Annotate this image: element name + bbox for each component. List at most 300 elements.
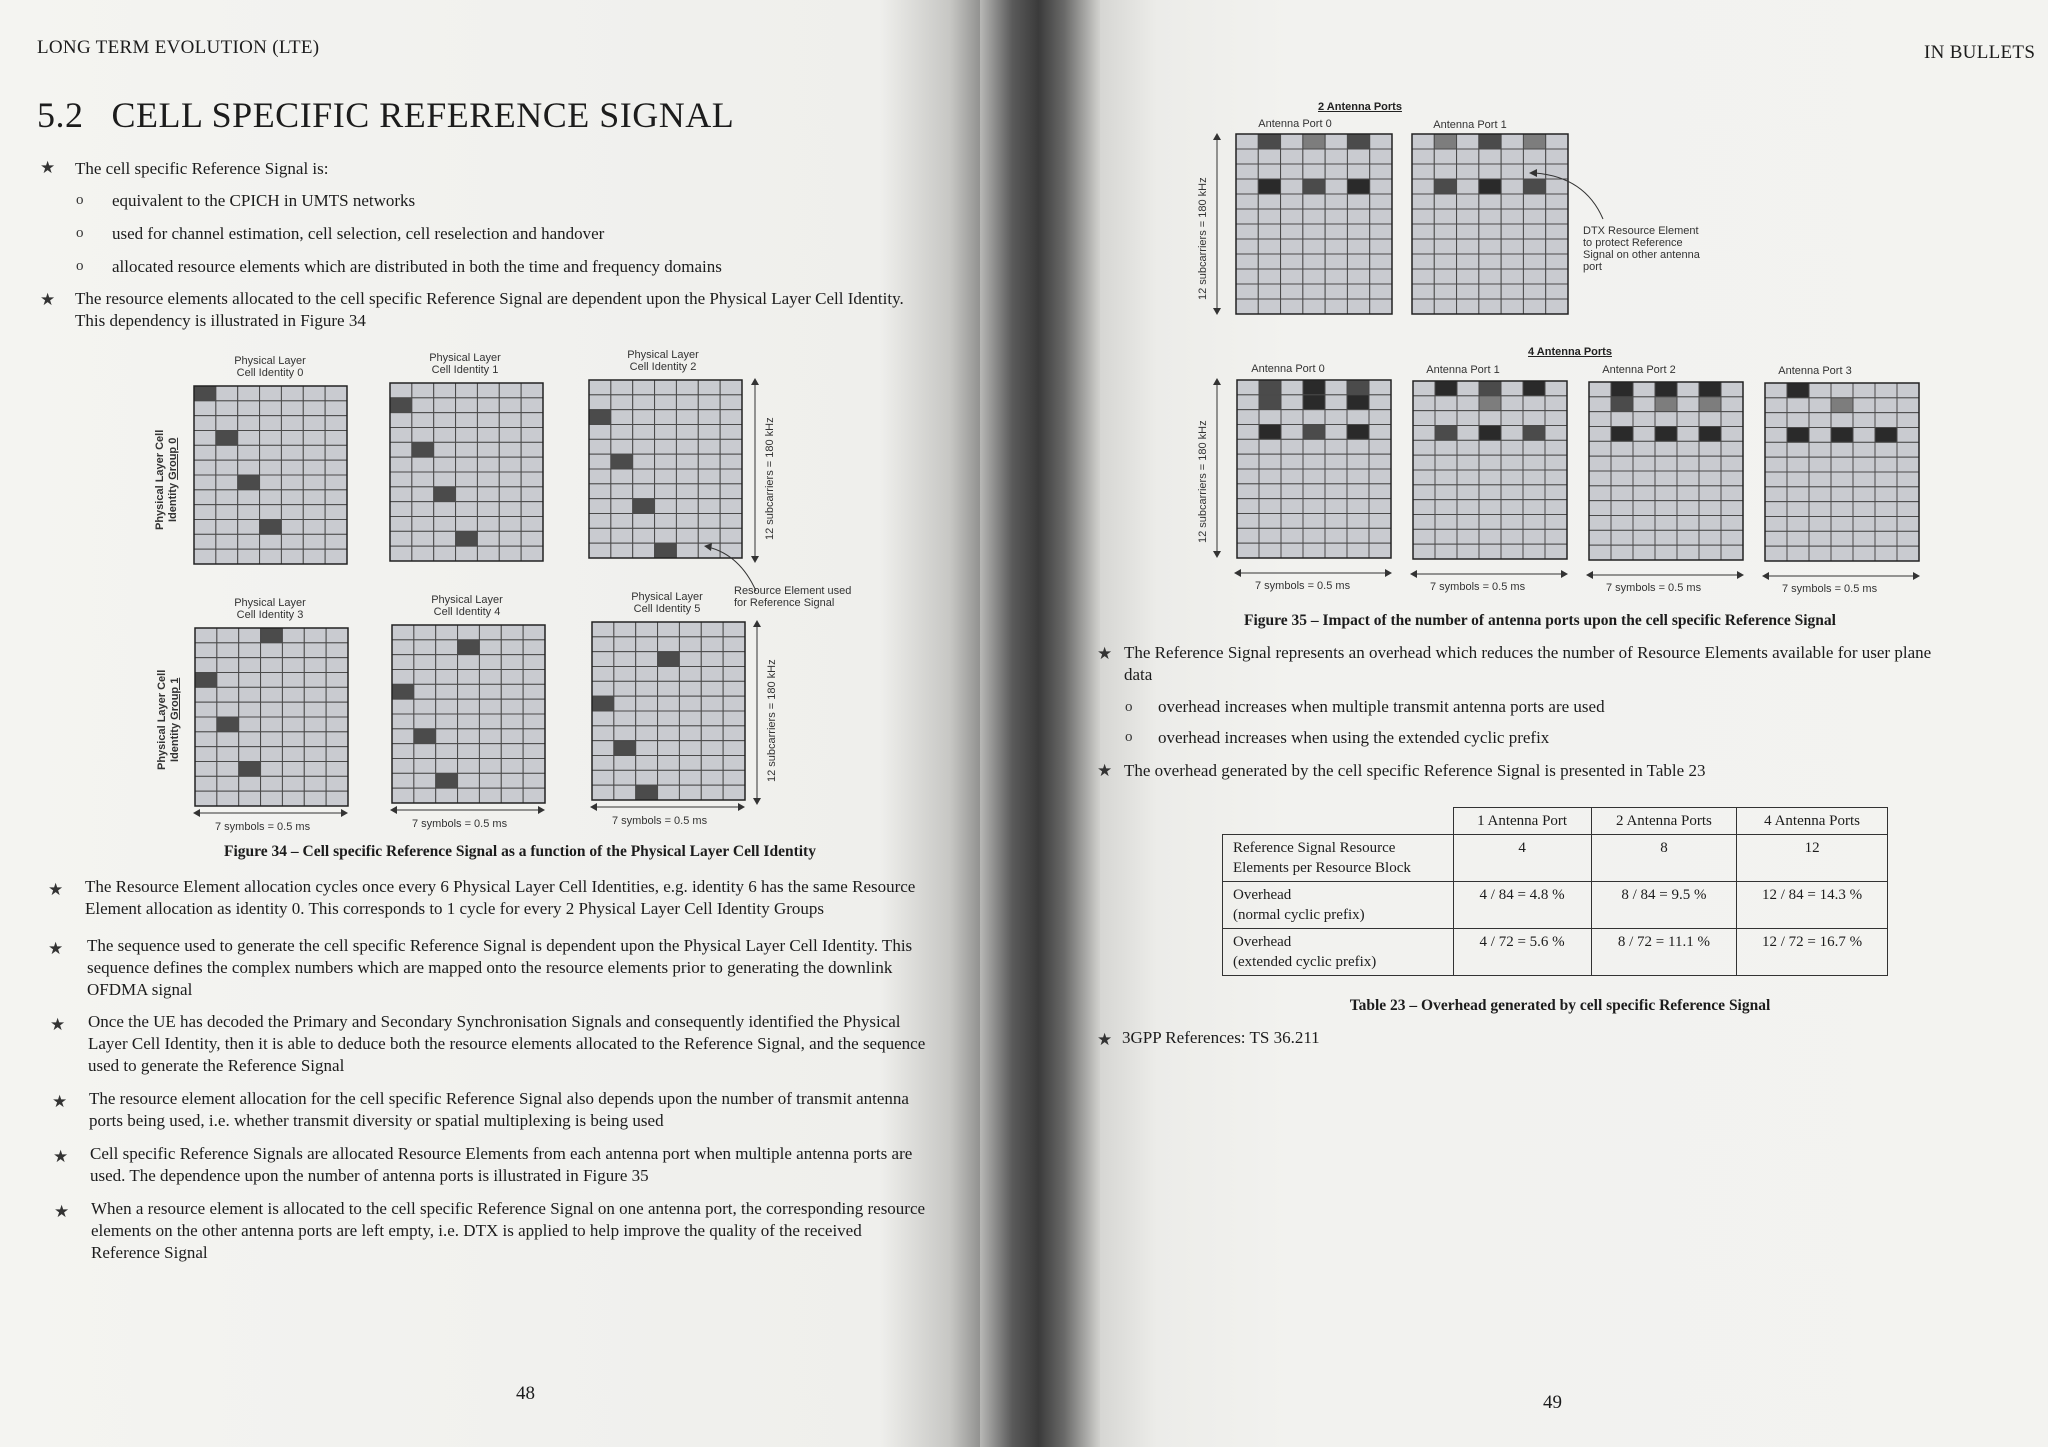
- resource-element: [1611, 412, 1633, 427]
- bullet-paragraph: The resource element allocation for the cell specific Reference Signal also depends upon the number of transmit antenna ports being used, i.e. whether transmit diversity or spatial multiplexing is being used: [89, 1089, 909, 1130]
- resource-element: [1589, 486, 1611, 501]
- resource-element: [1258, 299, 1280, 314]
- table-cell: 8 / 72 = 11.1 %: [1591, 929, 1736, 976]
- resource-element: [458, 655, 480, 670]
- resource-element: [1237, 499, 1259, 514]
- resource-element: [499, 398, 521, 413]
- resource-element: [326, 673, 348, 688]
- resource-element: [1347, 194, 1369, 209]
- figure-35-caption: Figure 35 – Impact of the number of antenna ports upon the cell specific Reference Signal: [1244, 612, 1836, 629]
- resource-element: [1412, 149, 1434, 164]
- resource-element: [239, 732, 261, 747]
- resource-element: [282, 791, 304, 806]
- resource-element: [1655, 516, 1677, 531]
- symbol-label: 7 symbols = 0.5 ms: [215, 821, 311, 833]
- resource-element: [1545, 500, 1567, 515]
- resource-element: [1765, 531, 1787, 546]
- resource-element: [679, 681, 701, 696]
- resource-element: [261, 732, 283, 747]
- dtx-element: [1347, 179, 1369, 194]
- resource-element: [195, 643, 217, 658]
- resource-element: [499, 487, 521, 502]
- resource-element: [698, 410, 720, 425]
- resource-element: [303, 549, 325, 564]
- resource-element: [434, 457, 456, 472]
- resource-element: [1699, 456, 1721, 471]
- resource-element: [390, 502, 412, 517]
- sub-bullet-circle-icon: o: [1125, 729, 1133, 745]
- resource-element: [1787, 502, 1809, 517]
- resource-element: [1765, 517, 1787, 532]
- resource-element: [523, 640, 545, 655]
- symbol-label: 7 symbols = 0.5 ms: [1255, 580, 1351, 592]
- resource-element: [720, 514, 742, 529]
- resource-element: [1303, 209, 1325, 224]
- resource-element: [723, 741, 745, 756]
- symbol-label: 7 symbols = 0.5 ms: [1782, 583, 1878, 595]
- resource-element: [1523, 411, 1545, 426]
- resource-element: [1369, 439, 1391, 454]
- resource-element: [1479, 485, 1501, 500]
- resource-element: [523, 714, 545, 729]
- sub-bullet-circle-icon: o: [76, 192, 84, 208]
- resource-element: [611, 395, 633, 410]
- resource-element: [217, 643, 239, 658]
- resource-element: [1281, 149, 1303, 164]
- resource-element: [456, 442, 478, 457]
- resource-element: [1237, 380, 1259, 395]
- resource-element: [1325, 484, 1347, 499]
- resource-element: [1325, 149, 1347, 164]
- resource-element: [239, 643, 261, 658]
- resource-element: [1236, 224, 1258, 239]
- resource-element: [1412, 299, 1434, 314]
- resource-element: [1303, 194, 1325, 209]
- resource-element: [1787, 487, 1809, 502]
- resource-element: [1545, 440, 1567, 455]
- resource-element: [260, 505, 282, 520]
- references: 3GPP References: TS 36.211: [1122, 1028, 1320, 1047]
- group-label-0: Physical Layer Cell Identity Group 0: [154, 429, 179, 530]
- resource-element: [477, 442, 499, 457]
- resource-element: [1457, 284, 1479, 299]
- resource-element: [1412, 224, 1434, 239]
- resource-element: [1611, 545, 1633, 560]
- resource-element: [701, 770, 723, 785]
- resource-element: [281, 520, 303, 535]
- dtx-element: [1699, 427, 1721, 442]
- resource-element: [1897, 442, 1919, 457]
- resource-element: [1721, 545, 1743, 560]
- resource-element: [1369, 454, 1391, 469]
- symbol-arrow: [1410, 569, 1568, 579]
- resource-element: [392, 759, 414, 774]
- resource-element: [304, 687, 326, 702]
- resource-element: [1545, 381, 1567, 396]
- bullet-paragraph: The sequence used to generate the cell specific Reference Signal is dependent upon the Physical Layer Cell Identity. This sequence defines the complex numbers which are mapped onto the resource elements prior to generating the downlink OFDMA signal: [87, 936, 913, 999]
- resource-element: [1259, 528, 1281, 543]
- resource-element: [1523, 455, 1545, 470]
- resource-element: [325, 549, 347, 564]
- resource-element: [1258, 269, 1280, 284]
- resource-element: [303, 505, 325, 520]
- resource-element: [1303, 543, 1325, 558]
- resource-element: [720, 499, 742, 514]
- resource-element: [720, 484, 742, 499]
- resource-element: [390, 442, 412, 457]
- resource-element: [1369, 425, 1391, 440]
- resource-element: [676, 528, 698, 543]
- resource-element: [1501, 455, 1523, 470]
- resource-element: [325, 445, 347, 460]
- resource-element: [1479, 164, 1501, 179]
- resource-element: [1721, 382, 1743, 397]
- resource-element: [1501, 485, 1523, 500]
- resource-element: [303, 520, 325, 535]
- resource-element: [636, 667, 658, 682]
- resource-element: [521, 383, 543, 398]
- resource-element: [521, 502, 543, 517]
- resource-element: [723, 726, 745, 741]
- resource-element: [217, 673, 239, 688]
- resource-element: [1303, 499, 1325, 514]
- resource-element: [658, 696, 680, 711]
- resource-element: [436, 640, 458, 655]
- resource-element: [1435, 529, 1457, 544]
- resource-element: [1699, 545, 1721, 560]
- resource-element: [1765, 428, 1787, 443]
- reference-signal-element: [261, 628, 283, 643]
- resource-element: [1237, 543, 1259, 558]
- resource-element: [1501, 440, 1523, 455]
- symbol-arrow: [1762, 571, 1920, 581]
- resource-element: [1523, 269, 1545, 284]
- resource-element: [1897, 517, 1919, 532]
- resource-element: [217, 732, 239, 747]
- resource-element: [1897, 398, 1919, 413]
- port-label: Antenna Port 1: [1433, 119, 1507, 131]
- resource-element: [194, 460, 216, 475]
- resource-element: [655, 439, 677, 454]
- resource-element: [216, 520, 238, 535]
- dtx-element: [1303, 395, 1325, 410]
- bullet-paragraph: Once the UE has decoded the Primary and Secondary Synchronisation Signals and consequently identified the Physical Layer Cell Identity, then it is able to deduce both the resource elements allocated to the Reference Signal, and the sequence used to generate the Reference Signal: [88, 1012, 926, 1075]
- resource-element: [1589, 397, 1611, 412]
- resource-element: [1611, 471, 1633, 486]
- resource-element: [1677, 501, 1699, 516]
- resource-element: [216, 445, 238, 460]
- reference-signal-element: [434, 487, 456, 502]
- resource-element: [499, 531, 521, 546]
- resource-element: [1457, 134, 1479, 149]
- reference-signal-element: [1303, 425, 1325, 440]
- resource-element: [1457, 164, 1479, 179]
- resource-element: [1413, 500, 1435, 515]
- resource-element: [195, 628, 217, 643]
- reference-signal-element: [1479, 381, 1501, 396]
- resource-element: [1259, 439, 1281, 454]
- resource-element: [1809, 531, 1831, 546]
- reference-signal-element: [655, 543, 677, 558]
- resource-element: [1699, 412, 1721, 427]
- resource-element: [501, 670, 523, 685]
- subcarrier-label: 12 subcarriers = 180 kHz: [1197, 177, 1209, 300]
- resource-element: [1765, 502, 1787, 517]
- resource-element: [194, 431, 216, 446]
- resource-element: [458, 670, 480, 685]
- resource-element: [436, 714, 458, 729]
- resource-element: [304, 762, 326, 777]
- resource-element: [1370, 194, 1392, 209]
- resource-element: [1501, 544, 1523, 559]
- resource-element: [1303, 439, 1325, 454]
- resource-element: [701, 667, 723, 682]
- dtx-element: [1699, 382, 1721, 397]
- resource-element: [1589, 412, 1611, 427]
- subcarrier-label: 12 subcarriers = 180 kHz: [1197, 420, 1209, 543]
- table-cell: 12 / 72 = 16.7 %: [1737, 929, 1888, 976]
- subcarrier-arrow: [750, 620, 764, 805]
- resource-element: [1236, 254, 1258, 269]
- resource-element: [260, 534, 282, 549]
- resource-element: [658, 770, 680, 785]
- resource-element: [194, 490, 216, 505]
- resource-element: [723, 681, 745, 696]
- resource-element: [456, 413, 478, 428]
- resource-element: [1546, 224, 1568, 239]
- resource-element: [1546, 269, 1568, 284]
- resource-element: [1501, 411, 1523, 426]
- resource-element: [1853, 442, 1875, 457]
- resource-element: [1677, 471, 1699, 486]
- resource-element: [1853, 546, 1875, 561]
- resource-element: [1434, 209, 1456, 224]
- resource-element: [1303, 269, 1325, 284]
- resource-element: [281, 460, 303, 475]
- resource-element: [1831, 531, 1853, 546]
- resource-element: [436, 788, 458, 803]
- resource-element: [636, 770, 658, 785]
- resource-element: [434, 546, 456, 561]
- grid-title: Physical Layer Cell Identity 4: [431, 594, 503, 618]
- resource-element: [1258, 149, 1280, 164]
- resource-element: [1501, 149, 1523, 164]
- resource-element: [238, 505, 260, 520]
- resource-element: [1479, 284, 1501, 299]
- resource-element: [1853, 428, 1875, 443]
- resource-element: [1633, 412, 1655, 427]
- resource-element: [501, 684, 523, 699]
- resource-element: [1897, 531, 1919, 546]
- resource-element: [1589, 441, 1611, 456]
- resource-element: [1325, 179, 1347, 194]
- resource-element: [326, 776, 348, 791]
- resource-element: [239, 687, 261, 702]
- resource-element: [414, 788, 436, 803]
- resource-element: [238, 416, 260, 431]
- resource-element: [1765, 383, 1787, 398]
- resource-element: [1434, 224, 1456, 239]
- resource-element: [1677, 412, 1699, 427]
- resource-element: [1875, 457, 1897, 472]
- resource-element: [239, 702, 261, 717]
- resource-element: [304, 791, 326, 806]
- resource-element: [1721, 441, 1743, 456]
- resource-element: [390, 472, 412, 487]
- resource-element: [1325, 284, 1347, 299]
- resource-element: [1546, 134, 1568, 149]
- resource-element: [1347, 499, 1369, 514]
- resource-element: [701, 652, 723, 667]
- resource-element: [523, 699, 545, 714]
- resource-element: [633, 395, 655, 410]
- resource-element: [1303, 149, 1325, 164]
- resource-element: [614, 726, 636, 741]
- resource-element: [1237, 484, 1259, 499]
- resource-element: [611, 469, 633, 484]
- resource-element: [412, 546, 434, 561]
- resource-element: [614, 696, 636, 711]
- resource-element: [1633, 516, 1655, 531]
- reference-signal-element: [1434, 179, 1456, 194]
- resource-element: [390, 531, 412, 546]
- resource-element: [1853, 383, 1875, 398]
- resource-element: [458, 788, 480, 803]
- reference-signal-element: [1259, 380, 1281, 395]
- resource-element: [1633, 456, 1655, 471]
- resource-element: [479, 729, 501, 744]
- resource-element: [195, 717, 217, 732]
- resource-element: [501, 714, 523, 729]
- resource-element: [414, 714, 436, 729]
- resource-element: [325, 505, 347, 520]
- sub-bullet: equivalent to the CPICH in UMTS networks: [112, 191, 416, 210]
- resource-element: [261, 702, 283, 717]
- resource-element: [304, 747, 326, 762]
- resource-element: [1479, 254, 1501, 269]
- resource-element: [326, 762, 348, 777]
- resource-element: [1655, 441, 1677, 456]
- resource-element: [1347, 164, 1369, 179]
- resource-element: [1479, 515, 1501, 530]
- resource-element: [1347, 514, 1369, 529]
- reference-signal-element: [392, 684, 414, 699]
- resource-element: [436, 699, 458, 714]
- reference-signal-element: [589, 410, 611, 425]
- bullet-star-icon: ★: [52, 1092, 68, 1111]
- resource-element: [614, 681, 636, 696]
- resource-element: [679, 711, 701, 726]
- table-row: [1223, 835, 1888, 882]
- symbol-label: 7 symbols = 0.5 ms: [612, 815, 708, 827]
- dtx-element: [1875, 428, 1897, 443]
- resource-element: [1479, 544, 1501, 559]
- resource-element: [1765, 546, 1787, 561]
- resource-element: [1259, 543, 1281, 558]
- resource-element: [1655, 471, 1677, 486]
- sub-bullet-circle-icon: o: [76, 225, 84, 241]
- resource-element: [1325, 380, 1347, 395]
- resource-element: [217, 762, 239, 777]
- resource-element: [1281, 514, 1303, 529]
- reference-signal-element: [390, 398, 412, 413]
- resource-element: [658, 741, 680, 756]
- reference-signal-element: [216, 431, 238, 446]
- resource-element: [479, 640, 501, 655]
- resource-element: [412, 428, 434, 443]
- resource-element: [239, 628, 261, 643]
- resource-element: [1457, 149, 1479, 164]
- resource-element: [1501, 194, 1523, 209]
- reference-signal-element: [456, 531, 478, 546]
- reference-signal-element: [1655, 397, 1677, 412]
- resource-element: [1457, 426, 1479, 441]
- resource-element: [436, 670, 458, 685]
- symbol-arrow: [590, 802, 745, 812]
- resource-element: [1589, 427, 1611, 442]
- resource-element: [676, 410, 698, 425]
- resource-element: [260, 445, 282, 460]
- resource-element: [679, 726, 701, 741]
- resource-element: [1677, 530, 1699, 545]
- resource-element: [1787, 531, 1809, 546]
- resource-element: [636, 726, 658, 741]
- resource-element: [633, 410, 655, 425]
- resource-element: [1370, 239, 1392, 254]
- resource-element: [217, 628, 239, 643]
- resource-element: [281, 534, 303, 549]
- resource-element: [1457, 455, 1479, 470]
- resource-element: [390, 546, 412, 561]
- resource-element: [436, 729, 458, 744]
- resource-element: [1897, 413, 1919, 428]
- resource-element: [614, 711, 636, 726]
- resource-element: [720, 410, 742, 425]
- book-gutter: [980, 0, 1113, 1447]
- resource-element: [592, 756, 614, 771]
- resource-element: [1325, 299, 1347, 314]
- table-cell: 8 / 84 = 9.5 %: [1591, 882, 1736, 929]
- resource-element: [1347, 484, 1369, 499]
- resource-element: [1501, 470, 1523, 485]
- resource-element: [1501, 224, 1523, 239]
- resource-element: [1434, 149, 1456, 164]
- resource-element: [701, 637, 723, 652]
- resource-element: [1875, 442, 1897, 457]
- resource-element: [434, 517, 456, 532]
- resource-element: [216, 416, 238, 431]
- resource-element: [1281, 499, 1303, 514]
- resource-element: [1523, 299, 1545, 314]
- symbol-arrow: [390, 805, 545, 815]
- resource-element: [1325, 410, 1347, 425]
- resource-element: [698, 514, 720, 529]
- grid-title: Physical Layer Cell Identity 5: [631, 591, 703, 615]
- resource-element: [1369, 469, 1391, 484]
- resource-element: [589, 484, 611, 499]
- resource-element: [1655, 530, 1677, 545]
- resource-element: [1370, 299, 1392, 314]
- resource-element: [1370, 164, 1392, 179]
- resource-element: [282, 747, 304, 762]
- resource-element: [1809, 398, 1831, 413]
- resource-element: [1258, 224, 1280, 239]
- resource-element: [1258, 239, 1280, 254]
- resource-element: [1457, 179, 1479, 194]
- resource-grid-2p-port-0: [1235, 133, 1393, 315]
- reference-signal-element: [239, 762, 261, 777]
- resource-element: [676, 454, 698, 469]
